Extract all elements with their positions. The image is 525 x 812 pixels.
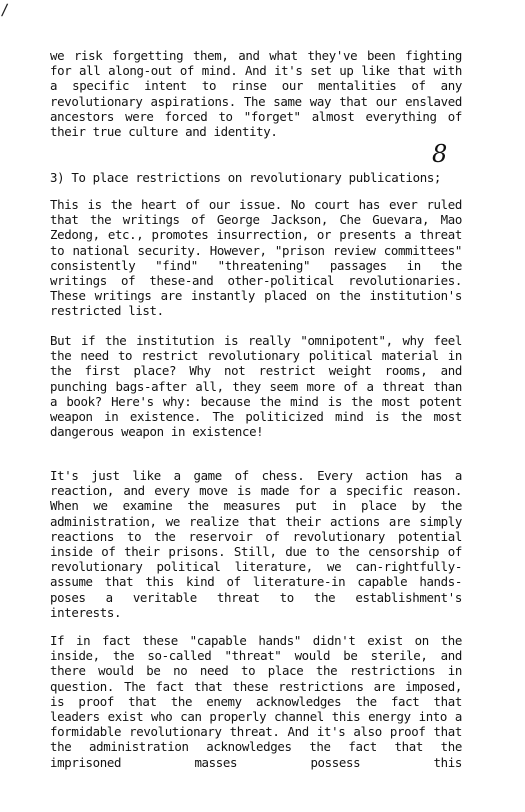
handwritten-page-number: 8: [432, 140, 448, 168]
paragraph-politicized-mind: But if the institution is really "omnipotent", why feel the need to restrict revolutionary political material in the first place? Why not restrict weight rooms, and punching bags-after all, they seem more of a threat than a book? Here's why: because the mind is the most potent weapon in existence. The politicized mind is the most dangerous weapon in existence!: [50, 333, 462, 440]
paragraph-capable-hands: If in fact these "capable hands" didn't exist on the inside, the so-called "threat" would be sterile, and there would be no need to place the restrictions in question. The fact that these restrictions are imposed, is proof that the enemy acknowledges the fact that leaders exist who can properly channel this energy into a formidable revolutionary threat. And it's also proof that the administration acknowledges the fact that the imprisoned masses possess this: [50, 633, 462, 770]
paragraph-game-of-chess: It's just like a game of chess. Every action has a reaction, and every move is made for a specific reason. When we examine the measures put in place by the administration, we realize that their actions are simply reactions to the reservoir of revolutionary potential inside of their prisons. Still, due to the censorship of revolutionary political literature, we can-rightfully-assume that this kind of literature-in capable hands-poses a veritable threat to the establishment's interests.: [50, 468, 462, 620]
paragraph-forgetting: we risk forgetting them, and what they've been fighting for all along-out of mind. And it's set up like that with a specific intent to rinse our mentalities of any revolutionary aspirations. The same way that our enslaved ancestors were forced to "forget" almost everything of their true culture and identity.: [50, 48, 462, 140]
corner-pen-mark: /: [0, 0, 9, 20]
list-item-restrictions-heading: 3) To place restrictions on revolutionary publications;: [50, 170, 442, 185]
paragraph-heart-of-issue: This is the heart of our issue. No court has ever ruled that the writings of George Jackson, Che Guevara, Mao Zedong, etc., promotes insurrection, or presents a threat to national security. However, "prison review committees" consistently "find" "threatening" passages in the writings of these-and other-political revolutionaries. These writings are instantly placed on the institution's restricted list.: [50, 197, 462, 319]
